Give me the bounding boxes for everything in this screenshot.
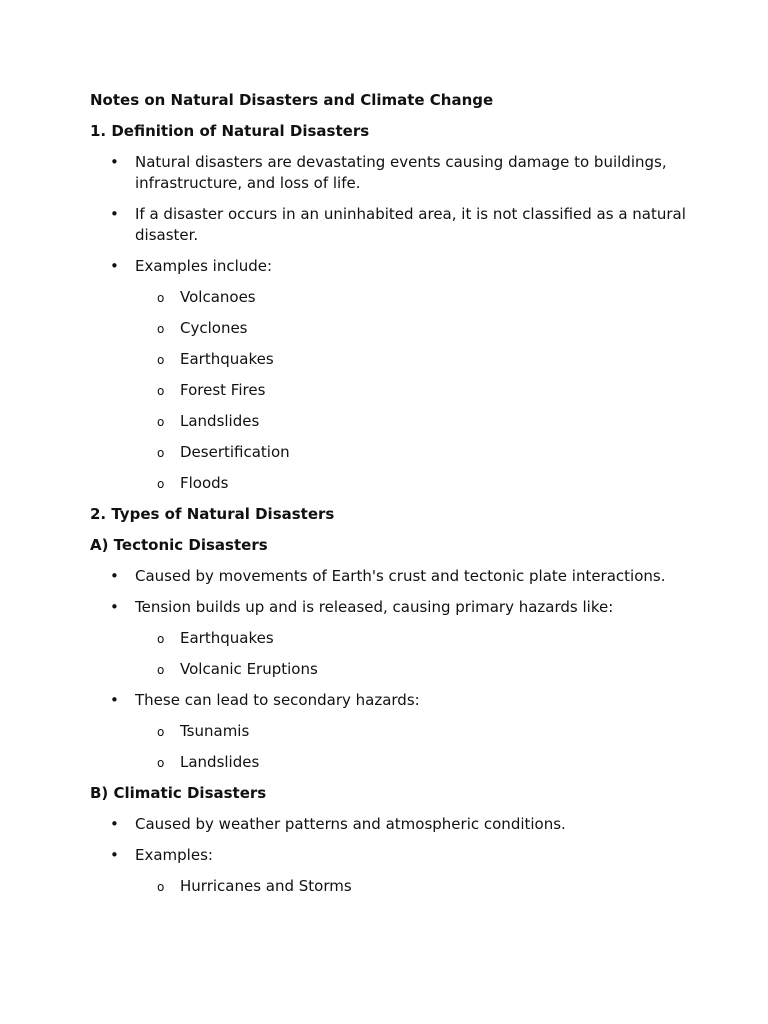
- sub-list-item-text: Forest Fires: [180, 381, 266, 399]
- list-item: [90, 690, 690, 773]
- bullet-icon: •: [110, 153, 119, 171]
- list-item: [90, 152, 690, 194]
- sub-list-item: [135, 380, 690, 401]
- sub-list-item: [135, 287, 690, 308]
- subsection-heading: B) Climatic Disasters: [90, 784, 267, 802]
- sub-list-item-text: Landslides: [180, 412, 260, 430]
- list-item: [90, 597, 690, 680]
- bullet-icon: •: [110, 205, 119, 223]
- bullet-icon: •: [110, 567, 119, 585]
- sub-list-item: [135, 752, 690, 773]
- bullet-list: [90, 152, 690, 494]
- section-heading: 2. Types of Natural Disasters: [90, 505, 335, 523]
- document-page: [90, 90, 690, 907]
- circle-bullet-icon: o: [157, 384, 165, 398]
- list-item-text: Examples:: [135, 846, 213, 864]
- bullet-list: [90, 566, 690, 773]
- circle-bullet-icon: o: [157, 632, 165, 646]
- sub-list-item-text: Volcanic Eruptions: [180, 660, 318, 678]
- circle-bullet-icon: o: [157, 446, 165, 460]
- sub-list-item-text: Desertification: [180, 443, 290, 461]
- circle-bullet-icon: o: [157, 880, 165, 894]
- sub-list: [135, 721, 690, 773]
- list-item: [90, 204, 690, 246]
- circle-bullet-icon: o: [157, 725, 165, 739]
- circle-bullet-icon: o: [157, 756, 165, 770]
- sub-list-item: [135, 442, 690, 463]
- circle-bullet-icon: o: [157, 415, 165, 429]
- bullet-icon: •: [110, 691, 119, 709]
- sub-list-item-text: Floods: [180, 474, 229, 492]
- circle-bullet-icon: o: [157, 291, 165, 305]
- sub-list-item: [135, 349, 690, 370]
- sub-list-item-text: Volcanoes: [180, 288, 256, 306]
- list-item-text: Examples include:: [135, 257, 273, 275]
- sub-list-item-text: Earthquakes: [180, 350, 274, 368]
- bullet-icon: •: [110, 846, 119, 864]
- circle-bullet-icon: o: [157, 353, 165, 367]
- subsection-heading: A) Tectonic Disasters: [90, 536, 268, 554]
- sub-list-item-text: Earthquakes: [180, 629, 274, 647]
- bullet-icon: •: [110, 257, 119, 275]
- bullet-icon: •: [110, 815, 119, 833]
- bullet-icon: •: [110, 598, 119, 616]
- list-item-text: These can lead to secondary hazards:: [135, 691, 420, 709]
- list-item-text: Caused by weather patterns and atmospheric conditions.: [135, 815, 566, 833]
- list-item-text: If a disaster occurs in an uninhabited area, it is not classified as a natural disaster.: [135, 205, 686, 244]
- circle-bullet-icon: o: [157, 322, 165, 336]
- list-item: [90, 814, 690, 835]
- section-heading: 1. Definition of Natural Disasters: [90, 122, 370, 140]
- sub-list: [135, 876, 690, 897]
- list-item-text: Tension builds up and is released, causing primary hazards like:: [135, 598, 614, 616]
- sub-list-item: [135, 628, 690, 649]
- sub-list-item: [135, 318, 690, 339]
- circle-bullet-icon: o: [157, 663, 165, 677]
- sub-list: [135, 628, 690, 680]
- list-item: [90, 566, 690, 587]
- sub-list-item: [135, 473, 690, 494]
- sub-list-item: [135, 721, 690, 742]
- sub-list: [135, 287, 690, 494]
- sub-list-item-text: Cyclones: [180, 319, 248, 337]
- sub-list-item-text: Hurricanes and Storms: [180, 877, 352, 895]
- circle-bullet-icon: o: [157, 477, 165, 491]
- list-item-text: Natural disasters are devastating events causing damage to buildings, infrastructure, and loss of life.: [135, 153, 667, 192]
- sub-list-item: [135, 876, 690, 897]
- list-item-text: Caused by movements of Earth's crust and tectonic plate interactions.: [135, 567, 666, 585]
- list-item: [90, 845, 690, 897]
- sub-list-item-text: Landslides: [180, 753, 260, 771]
- sub-list-item: [135, 411, 690, 432]
- sub-list-item-text: Tsunamis: [180, 722, 250, 740]
- sub-list-item: [135, 659, 690, 680]
- bullet-list: [90, 814, 690, 897]
- document-title: Notes on Natural Disasters and Climate Change: [90, 91, 494, 109]
- list-item: [90, 256, 690, 494]
